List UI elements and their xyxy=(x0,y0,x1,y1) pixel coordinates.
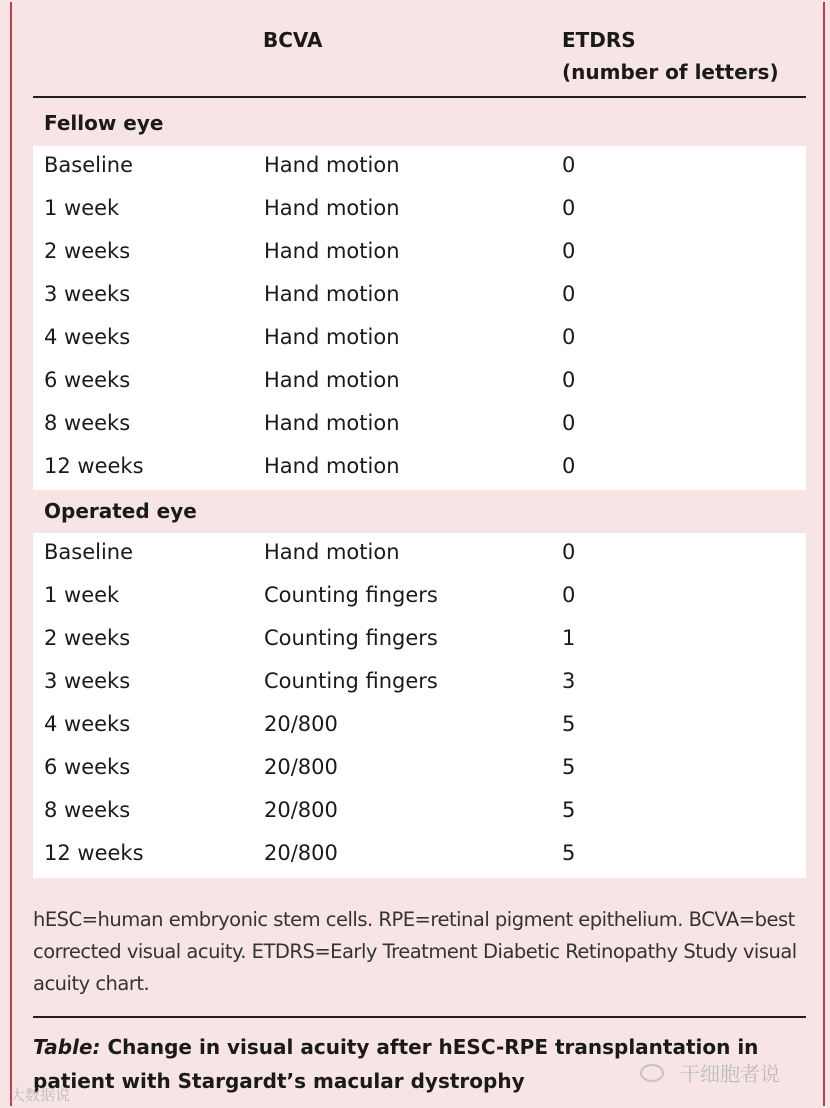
bcva-cell: 20/800 xyxy=(264,841,338,865)
time-cell: 12 weeks xyxy=(44,841,144,865)
time-cell: 1 week xyxy=(44,583,120,607)
time-cell: 6 weeks xyxy=(44,755,131,779)
table-footnote: hESC=human embryonic stem cells. RPE=retinal pigment epithelium. BCVA=best corrected visual acuity. ETDRS=Early Treatment Diabetic Retinopathy Study visual acuity chart. xyxy=(33,908,797,995)
etdrs-cell: 0 xyxy=(562,153,576,177)
bcva-cell: Hand motion xyxy=(264,454,400,478)
table-row xyxy=(33,705,806,748)
bcva-cell: Counting fingers xyxy=(264,583,438,607)
etdrs-cell: 0 xyxy=(562,454,576,478)
bcva-cell: 20/800 xyxy=(264,798,338,822)
table-row xyxy=(33,232,806,275)
time-cell: 12 weeks xyxy=(44,454,144,478)
bcva-cell: Hand motion xyxy=(264,540,400,564)
bcva-cell: 20/800 xyxy=(264,755,338,779)
table-row xyxy=(33,576,806,619)
time-cell: 2 weeks xyxy=(44,626,131,650)
table-row xyxy=(33,146,806,189)
time-cell: 3 weeks xyxy=(44,282,131,306)
table-row xyxy=(33,361,806,404)
bcva-cell: Hand motion xyxy=(264,196,400,220)
wechat-watermark-icon xyxy=(640,1064,664,1082)
table-row xyxy=(33,447,806,490)
etdrs-cell: 0 xyxy=(562,411,576,435)
etdrs-cell: 5 xyxy=(562,841,576,865)
header-rule xyxy=(33,96,806,98)
bcva-cell: Hand motion xyxy=(264,325,400,349)
section-title-fellow-eye: Fellow eye xyxy=(44,111,164,135)
column-header-bcva: BCVA xyxy=(263,28,323,52)
etdrs-cell: 0 xyxy=(562,196,576,220)
etdrs-cell: 1 xyxy=(562,626,576,650)
time-cell: 2 weeks xyxy=(44,239,131,263)
table-row xyxy=(33,404,806,447)
time-cell: 8 weeks xyxy=(44,411,131,435)
etdrs-cell: 0 xyxy=(562,368,576,392)
watermark-right: 干细胞者说 xyxy=(680,1062,780,1086)
bcva-cell: Hand motion xyxy=(264,282,400,306)
bcva-cell: Counting fingers xyxy=(264,626,438,650)
table-row xyxy=(33,791,806,834)
bcva-cell: Hand motion xyxy=(264,153,400,177)
bcva-cell: Hand motion xyxy=(264,411,400,435)
caption-rule xyxy=(33,1016,806,1018)
time-cell: 3 weeks xyxy=(44,669,131,693)
bcva-cell: Counting fingers xyxy=(264,669,438,693)
table-row xyxy=(33,275,806,318)
etdrs-cell: 0 xyxy=(562,540,576,564)
column-header-etdrs: ETDRS xyxy=(562,28,636,52)
time-cell: Baseline xyxy=(44,153,134,177)
table-row xyxy=(33,662,806,705)
watermark-left: 大数据说 xyxy=(10,1086,71,1104)
etdrs-cell: 0 xyxy=(562,239,576,263)
bcva-cell: Hand motion xyxy=(264,368,400,392)
table-row xyxy=(33,619,806,662)
table-row xyxy=(33,748,806,791)
etdrs-cell: 0 xyxy=(562,325,576,349)
table-row xyxy=(33,318,806,361)
column-header-etdrs-unit: (number of letters) xyxy=(562,60,779,84)
table-row xyxy=(33,189,806,232)
bcva-cell: 20/800 xyxy=(264,712,338,736)
operated-eye-table xyxy=(33,533,806,878)
etdrs-cell: 5 xyxy=(562,712,576,736)
etdrs-cell: 5 xyxy=(562,798,576,822)
section-title-operated-eye: Operated eye xyxy=(44,499,197,523)
bcva-cell: Hand motion xyxy=(264,239,400,263)
time-cell: 4 weeks xyxy=(44,325,131,349)
etdrs-cell: 0 xyxy=(562,282,576,306)
etdrs-cell: 3 xyxy=(562,669,576,693)
caption-lead: Table: xyxy=(33,1035,101,1059)
caption-text: Change in visual acuity after hESC-RPE transplantation in patient with Stargardt’s macular dystrophy xyxy=(33,1035,759,1093)
etdrs-cell: 5 xyxy=(562,755,576,779)
time-cell: Baseline xyxy=(44,540,134,564)
time-cell: 8 weeks xyxy=(44,798,131,822)
table-row xyxy=(33,533,806,576)
time-cell: 6 weeks xyxy=(44,368,131,392)
time-cell: 1 week xyxy=(44,196,120,220)
time-cell: 4 weeks xyxy=(44,712,131,736)
fellow-eye-table xyxy=(33,146,806,490)
table-row xyxy=(33,834,806,877)
etdrs-cell: 0 xyxy=(562,583,576,607)
